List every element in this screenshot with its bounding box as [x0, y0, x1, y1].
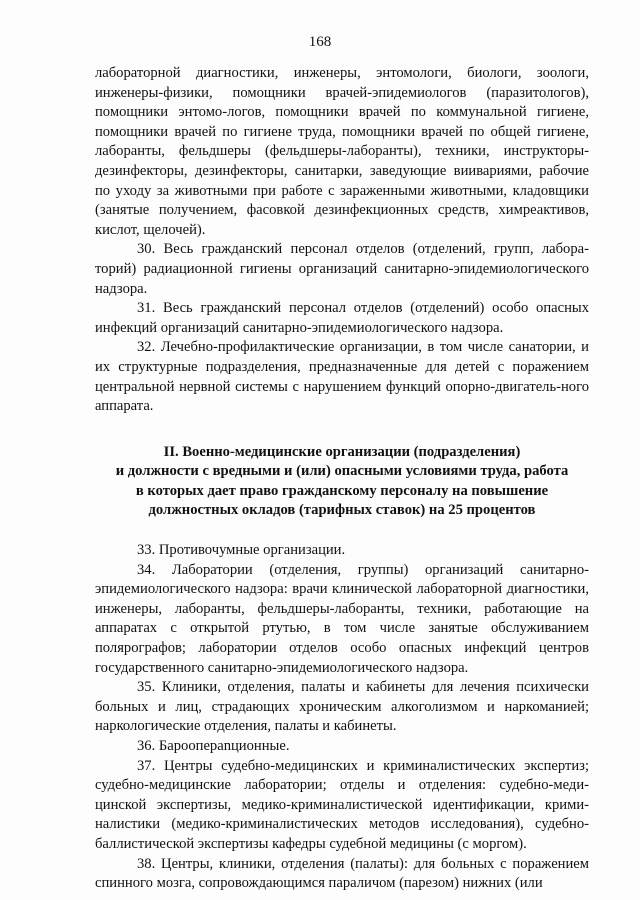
page-number: 168	[308, 34, 332, 50]
heading-line-3: в которых дает право гражданскому персоналу на повышение	[135, 482, 549, 499]
paragraph-34: 34. Лаборатории (отделения, группы) организаций санитарно-эпидемиологического надзора: врачи клинической лабораторной диагностики, инженеры, лаборанты, фельдшеры-лаборанты, техники, работающие на аппаратах с открытой ртутью, в том числе занятые обслуживанием полярографов; лаборатории отделов особо опасных инфекций центров государственного санитарно-эпидемиологического надзора.	[95, 561, 589, 676]
paragraph-30: 30. Весь гражданский персонал отделов (отделений, групп, лабора-торий) радиационной гигиены организаций санитарно-эпидемиологического надзора.	[95, 241, 589, 297]
heading-line-1: II. Военно-медицинские организации (подразделения)	[163, 443, 521, 460]
section-heading	[95, 443, 589, 521]
document-body	[95, 64, 589, 894]
paragraph-29-continuation: лабораторной диагностики, инженеры, энтомологи, биологи, зоологи, инженеры-физики, помощники врачей-эпидемиологов (паразитологов), помощники энтомо-логов, помощники врачей по коммунальной гигиене, помощники врачей по гигиене труда, помощники врачей по общей гигиене, лаборанты, фельдшеры (фельдшеры-лаборанты), техники, инструкторы-дезинфекторы, дезинфекторы, санитарки, заведующие виивариями, рабочие по уходу за животными при работе с зараженными животными, кладовщики (занятые получением, фасовкой дезинфекционных средств, химреактивов, кислот, щелочей).	[95, 65, 589, 238]
paragraph-38: 38. Центры, клиники, отделения (палаты): для больных с поражением спинного мозга, сопровождающимся параличом (парезом) нижних (или	[95, 855, 589, 892]
paragraph-32: 32. Лечебно-профилактические организации, в том числе санатории, и их структурные подразделения, предназначенные для детей с поражением центральной нервной системы с нарушением функций опорно-двигатель-ного аппарата.	[95, 339, 589, 415]
paragraph-35: 35. Клиники, отделения, палаты и кабинеты для лечения психически больных и лиц, страдающих хроническим алкоголизмом и наркоманией; наркологические отделения, палаты и кабинеты.	[95, 679, 589, 735]
heading-line-4: должностных окладов (тарифных ставок) на 25 процентов	[148, 502, 536, 519]
heading-line-2: и должности с вредными и (или) опасными условиями труда, работа	[115, 463, 569, 480]
paragraph-36: 36. Бароопераnционные.	[137, 738, 290, 754]
paragraph-37: 37. Центры судебно-медицинских и криминалистических экспертиз; судебно-медицинские лаборатории; отделы и отделения: судебно-меди-цинской экспертизы, медико-криминалистической идентификации, крими-налистики (медико-криминалистических методов исследования), судебно-баллистической экспертизы кафедры судебной медицины (с моргом).	[95, 757, 589, 852]
paragraph-33: 33. Противочумные организации.	[137, 542, 346, 559]
paragraph-31: 31. Весь гражданский персонал отделов (отделений) особо опасных инфекций организаций санитарно-эпидемиологического надзора.	[95, 300, 589, 336]
